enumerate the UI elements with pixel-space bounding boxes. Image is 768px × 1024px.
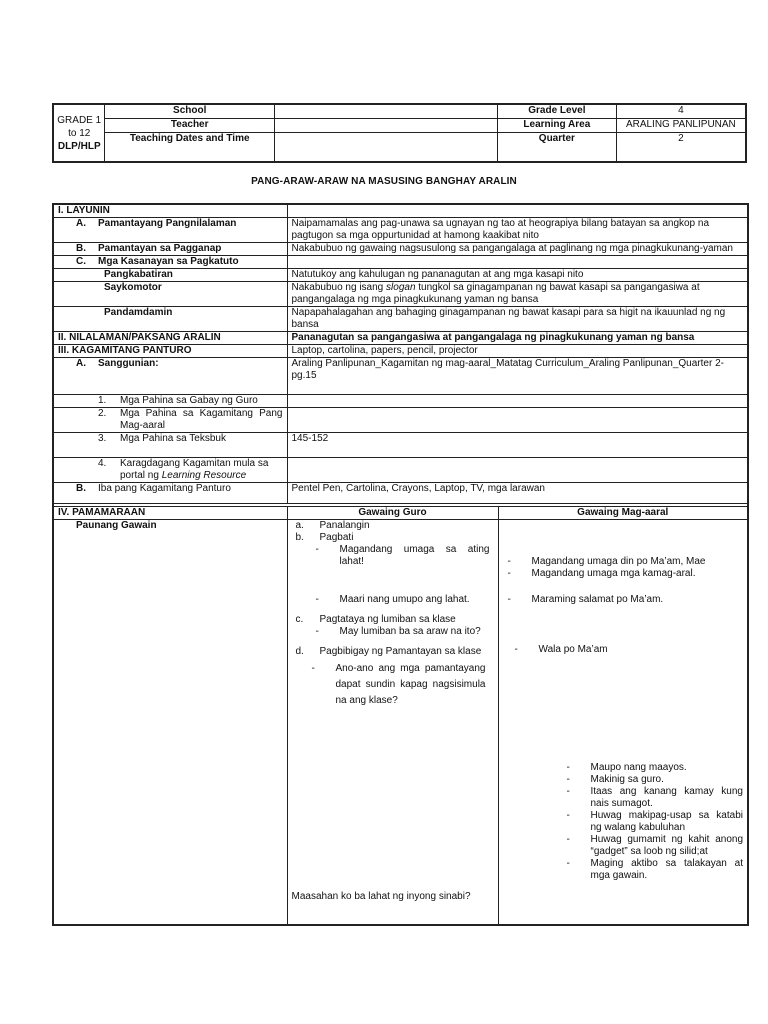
guro-item-c-mark: c. (295, 614, 304, 625)
guro-item-b2-mark: - (315, 594, 319, 605)
guro-item-b-text: Pagbati (319, 532, 354, 543)
gawaing-guro-header: Gawaing Guro (287, 507, 498, 520)
ref-4-value (287, 458, 748, 483)
teacher-label: Teacher (105, 119, 274, 133)
pamantayan-sa-pagganap-label (53, 243, 287, 256)
mag-aaral-response-1-mark: - (507, 556, 511, 567)
ref-2-num: 2. (98, 408, 107, 419)
ref-1-text: Mga Pahina sa Gabay ng Guro (120, 395, 258, 406)
section-kagamitan: III. KAGAMITANG PANTURO (53, 345, 287, 358)
rule-3-mark: - (566, 786, 570, 797)
guro-item-a (292, 520, 494, 532)
dates-label: Teaching Dates and Time (105, 133, 274, 163)
guro-item-b1-mark: - (315, 544, 319, 555)
section-layunin-value (287, 204, 748, 218)
lesson-plan-table (52, 203, 749, 926)
ref-4-text-pre: Karagdagang Kagamitan mula sa portal ng (120, 458, 269, 481)
mag-aaral-response-4-text: Wala po Ma’am (538, 644, 608, 655)
grade-level-label: Grade Level (498, 104, 617, 119)
school-label: School (105, 104, 274, 119)
mag-aaral-gap-1 (503, 520, 744, 556)
header-table (52, 103, 747, 163)
saykomotor-label: Saykomotor (53, 282, 287, 307)
quarter-label: Quarter (498, 133, 617, 163)
guro-closing: Maasahan ko ba lahat ng inyong sinabi? (291, 891, 471, 902)
rule-5-mark: - (566, 834, 570, 845)
kagamitan-value: Laptop, cartolina, papers, pencil, projector (287, 345, 748, 358)
teacher-value (274, 119, 497, 133)
guro-item-c1-text: May lumiban ba sa araw na ito? (339, 626, 481, 637)
grade-level-value: 4 (616, 104, 746, 119)
gawaing-mag-aaral-header: Gawaing Mag-aaral (498, 507, 748, 520)
guro-item-d1 (292, 661, 494, 709)
item-a-text: Pamantayang Pangnilalaman (98, 218, 237, 229)
mag-aaral-response-1-text: Magandang umaga din po Ma’am, Mae (531, 556, 706, 567)
grade-range-cell (53, 104, 105, 162)
learning-area-value: ARALING PANLIPUNAN (616, 119, 746, 133)
guro-item-d1-mark: - (311, 663, 315, 674)
pamantayan-sa-pagganap-value: Nakabubuo ng gawaing nagsusulong sa pangangalaga at paglinang ng mga pinagkukunang-yaman (287, 243, 748, 256)
grade-line-3: DLP/HLP (57, 140, 101, 152)
iba-pang-kagamitan-label (53, 483, 287, 504)
guro-item-b2 (292, 594, 494, 606)
guro-item-b1-text: Magandang umaga sa ating lahat! (339, 544, 490, 567)
rule-item (567, 774, 744, 786)
mag-aaral-response-2-text: Magandang umaga mga kamag-aral. (531, 568, 696, 579)
guro-item-c1 (292, 626, 494, 638)
mag-aaral-response-3 (503, 594, 744, 606)
rule-6-mark: - (566, 858, 570, 869)
mag-aaral-response-4 (503, 644, 744, 656)
rule-4-mark: - (566, 810, 570, 821)
rule-4-text: Huwag makipag-usap sa katabi ng walang kabuluhan (590, 810, 743, 833)
ref-2-label (53, 408, 287, 433)
rule-item (567, 786, 744, 810)
ref-4-num: 4. (98, 458, 107, 469)
saykomotor-text-pre: Nakabubuo ng isang (291, 282, 387, 293)
classroom-rules-list (503, 762, 744, 882)
guro-item-a-mark: a. (295, 520, 304, 531)
rule-1-mark: - (566, 762, 570, 773)
ref-2-text: Mga Pahina sa Kagamitang Pang Mag-aaral (120, 408, 283, 431)
rule-item (567, 858, 744, 882)
item-b-text: Pamantayan sa Pagganap (98, 243, 222, 254)
mag-aaral-response-2-mark: - (507, 568, 511, 579)
paunang-gawain-label: Paunang Gawain (53, 520, 287, 926)
mag-aaral-response-4-mark: - (514, 644, 518, 655)
pamantayang-pangnilalaman-label (53, 218, 287, 243)
rule-2-mark: - (566, 774, 570, 785)
guro-item-c1-mark: - (315, 626, 319, 637)
ref-3-value: 145-152 (287, 433, 748, 458)
ref-4-text-em: Learning Resource (161, 470, 247, 481)
iba-letter: B. (76, 483, 86, 494)
sanggunian-value: Araling Panlipunan_Kagamitan ng mag-aaral_Matatag Curriculum_Araling Panlipunan_Quarter 2- pg.15 (287, 358, 748, 395)
ref-4-text (120, 458, 283, 482)
mag-aaral-gap-4 (503, 656, 744, 762)
pangkabatiran-label: Pangkabatiran (53, 269, 287, 282)
ref-2-value (287, 408, 748, 433)
ref-3-num: 3. (98, 433, 107, 444)
saykomotor-text-em: slogan (386, 282, 416, 293)
quarter-value: 2 (616, 133, 746, 163)
kasanayan-value (287, 256, 748, 269)
document-title: PANG-ARAW-ARAW NA MASUSING BANGHAY ARALIN (251, 176, 517, 187)
guro-item-b1 (292, 544, 494, 568)
mag-aaral-response-2 (503, 568, 744, 580)
guro-gap-3 (292, 638, 494, 646)
sanggunian-letter: A. (76, 358, 86, 369)
pandamdamin-value: Napapahalagahan ang bahaging ginagampanan ng bawat kasapi para sa higit na ikauunlad ng ng bansa (287, 307, 748, 332)
iba-text: Iba pang Kagamitang Panturo (98, 483, 231, 494)
mag-aaral-response-1 (503, 556, 744, 568)
pamantayang-pangnilalaman-value: Naipamamalas ang pag-unawa sa ugnayan ng tao at heograpiya bilang batayan sa angkop na pagtugon sa mga oppurtunidad at hamong kaakibat nito (287, 218, 748, 243)
nilalaman-value: Pananagutan sa pangangasiwa at pangangalaga ng pinagkukunang yaman ng bansa (287, 332, 748, 345)
iba-pang-kagamitan-value: Pentel Pen, Cartolina, Crayons, Laptop, TV, mga larawan (287, 483, 748, 504)
mag-aaral-response-3-text: Maraming salamat po Ma’am. (531, 594, 664, 605)
ref-3-label (53, 433, 287, 458)
pandamdamin-label: Pandamdamin (53, 307, 287, 332)
rule-1-text: Maupo nang maayos. (590, 762, 687, 773)
sanggunian-label (53, 358, 287, 395)
ref-4-label (53, 458, 287, 483)
section-nilalaman: II. NILALAMAN/PAKSANG ARALIN (53, 332, 287, 345)
gawaing-guro-cell (287, 520, 498, 926)
section-pamamaraan: IV. PAMAMARAAN (53, 507, 287, 520)
rule-item (567, 810, 744, 834)
mag-aaral-gap-3 (503, 606, 744, 644)
gawaing-mag-aaral-cell (498, 520, 748, 926)
item-c-text: Mga Kasanayan sa Pagkatuto (98, 256, 239, 267)
rule-3-text: Itaas ang kanang kamay kung nais sumagot. (590, 786, 743, 809)
saykomotor-value (287, 282, 748, 307)
dates-value (274, 133, 497, 163)
school-value (274, 104, 497, 119)
grade-line-1: GRADE 1 (57, 114, 102, 126)
mag-aaral-response-3-mark: - (507, 594, 511, 605)
item-c-letter: C. (76, 256, 86, 267)
kasanayan-label (53, 256, 287, 269)
pangkabatiran-value: Natutukoy ang kahulugan ng pananagutan at ang mga kasapi nito (287, 269, 748, 282)
guro-item-d (292, 646, 494, 658)
ref-1-value (287, 395, 748, 408)
sanggunian-text: Sanggunian: (98, 358, 159, 369)
guro-item-d-text: Pagbibigay ng Pamantayan sa klase (319, 646, 482, 657)
rule-item (567, 834, 744, 858)
mag-aaral-gap-2 (503, 580, 744, 594)
rule-2-text: Makinig sa guro. (590, 774, 664, 785)
guro-item-d1-text: Ano-ano ang mga pamantayang dapat sundin kapag nagsisimula na ang klase? (335, 663, 486, 706)
ref-1-label (53, 395, 287, 408)
guro-item-b (292, 532, 494, 544)
section-layunin: I. LAYUNIN (53, 204, 287, 218)
grade-line-2: to 12 (68, 127, 91, 139)
guro-item-c-text: Pagtataya ng lumiban sa klase (319, 614, 456, 625)
guro-item-c (292, 614, 494, 626)
rule-5-text: Huwag gumamit ng kahit anong “gadget” sa loob ng silid;at (590, 834, 743, 857)
guro-item-a-text: Panalangin (319, 520, 370, 531)
item-a-letter: A. (76, 218, 86, 229)
learning-area-label: Learning Area (498, 119, 617, 133)
item-b-letter: B. (76, 243, 86, 254)
guro-item-b2-text: Maari nang umupo ang lahat. (339, 594, 470, 605)
ref-3-text: Mga Pahina sa Teksbuk (120, 433, 226, 444)
ref-1-num: 1. (98, 395, 107, 406)
rule-item (567, 762, 744, 774)
guro-gap-2 (292, 606, 494, 614)
rule-6-text: Maging aktibo sa talakayan at mga gawain. (590, 858, 743, 881)
saykomotor-text-post: tungkol sa ginagampanan ng bawat kasapi sa pangangasiwa at pangangalaga ng mga pinagkukunang yaman ng bansa (291, 282, 700, 305)
guro-item-d-mark: d. (295, 646, 304, 657)
guro-item-b-mark: b. (295, 532, 304, 543)
guro-gap-1 (292, 568, 494, 594)
guro-gap-4 (292, 709, 494, 891)
